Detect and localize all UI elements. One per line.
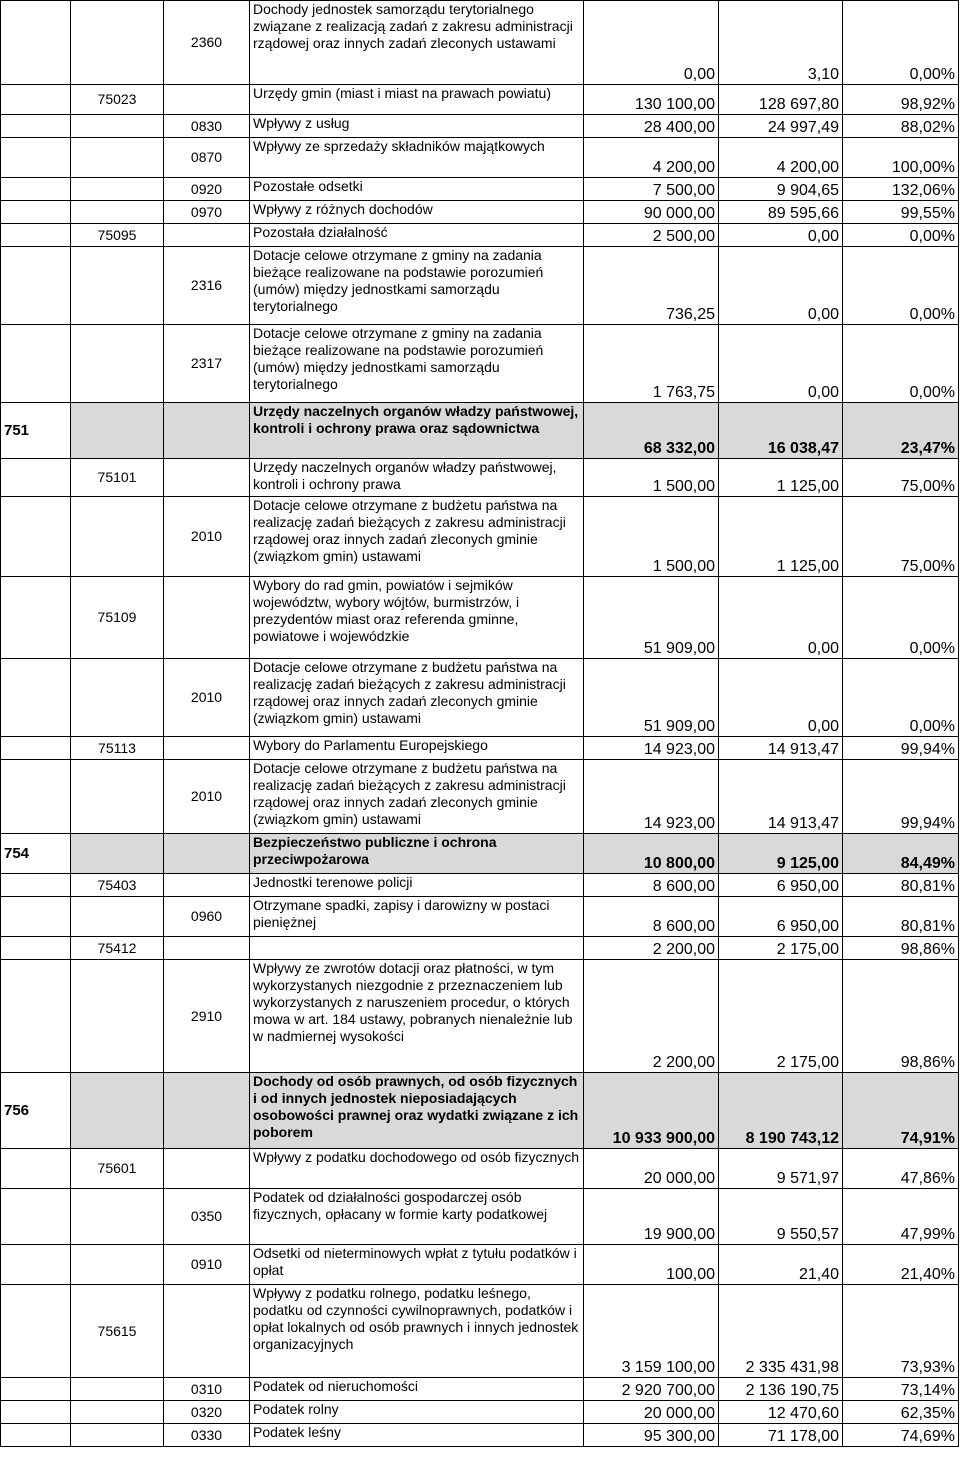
table-row <box>1 497 959 577</box>
paragraph-code: 2010 <box>164 497 250 577</box>
plan-amount: 1 500,00 <box>584 497 719 577</box>
executed-amount: 9 550,57 <box>719 1189 843 1245</box>
paragraph-code <box>164 937 250 960</box>
table-row <box>1 138 959 178</box>
execution-percent: 100,00% <box>843 138 959 178</box>
chapter-code: 75601 <box>71 1149 164 1189</box>
execution-percent: 98,86% <box>843 960 959 1073</box>
executed-amount: 6 950,00 <box>719 897 843 937</box>
chapter-code <box>71 1245 164 1285</box>
execution-percent: 47,99% <box>843 1189 959 1245</box>
table-row <box>1 459 959 497</box>
division-code <box>1 1401 71 1424</box>
division-code <box>1 325 71 403</box>
division-code <box>1 224 71 247</box>
table-row <box>1 1285 959 1378</box>
execution-percent: 21,40% <box>843 1245 959 1285</box>
chapter-code <box>71 1401 164 1424</box>
execution-percent: 62,35% <box>843 1401 959 1424</box>
chapter-code <box>71 760 164 834</box>
item-name: Pozostała działalność <box>250 224 584 247</box>
division-code <box>1 178 71 201</box>
item-name <box>250 937 584 960</box>
division-code: 751 <box>1 403 71 459</box>
execution-percent: 0,00% <box>843 325 959 403</box>
division-code <box>1 659 71 737</box>
table-row <box>1 1 959 85</box>
executed-amount: 14 913,47 <box>719 737 843 760</box>
division-code <box>1 577 71 659</box>
paragraph-code: 0870 <box>164 138 250 178</box>
paragraph-code: 2010 <box>164 760 250 834</box>
plan-amount: 20 000,00 <box>584 1401 719 1424</box>
paragraph-code <box>164 224 250 247</box>
executed-amount: 0,00 <box>719 577 843 659</box>
executed-amount: 16 038,47 <box>719 403 843 459</box>
chapter-code: 75615 <box>71 1285 164 1378</box>
item-name: Bezpieczeństwo publiczne i ochrona przeciwpożarowa <box>250 834 584 874</box>
table-row <box>1 937 959 960</box>
paragraph-code: 2360 <box>164 1 250 85</box>
chapter-code <box>71 178 164 201</box>
executed-amount: 2 175,00 <box>719 960 843 1073</box>
plan-amount: 7 500,00 <box>584 178 719 201</box>
plan-amount: 8 600,00 <box>584 874 719 897</box>
table-row <box>1 1424 959 1447</box>
chapter-code <box>71 1189 164 1245</box>
item-name: Dotacje celowe otrzymane z budżetu państwa na realizację zadań bieżących z zakresu administracji rządowej oraz innych zadań zleconych gminie (związkom gmin) ustawami <box>250 760 584 834</box>
execution-percent: 75,00% <box>843 497 959 577</box>
executed-amount: 71 178,00 <box>719 1424 843 1447</box>
executed-amount: 0,00 <box>719 224 843 247</box>
paragraph-code <box>164 1149 250 1189</box>
chapter-code <box>71 1073 164 1149</box>
execution-percent: 99,94% <box>843 760 959 834</box>
plan-amount: 1 763,75 <box>584 325 719 403</box>
chapter-code <box>71 325 164 403</box>
chapter-code: 75403 <box>71 874 164 897</box>
plan-amount: 28 400,00 <box>584 115 719 138</box>
chapter-code <box>71 247 164 325</box>
executed-amount: 128 697,80 <box>719 85 843 115</box>
table-row <box>1 247 959 325</box>
division-code <box>1 497 71 577</box>
paragraph-code <box>164 459 250 497</box>
chapter-code <box>71 1378 164 1401</box>
paragraph-code: 0320 <box>164 1401 250 1424</box>
execution-percent: 80,81% <box>843 874 959 897</box>
execution-percent: 75,00% <box>843 459 959 497</box>
table-row <box>1 1401 959 1424</box>
item-name: Dotacje celowe otrzymane z gminy na zadania bieżące realizowane na podstawie porozumień (umów) między jednostkami samorządu terytorialnego <box>250 325 584 403</box>
division-code <box>1 115 71 138</box>
chapter-code <box>71 138 164 178</box>
plan-amount: 95 300,00 <box>584 1424 719 1447</box>
execution-percent: 73,14% <box>843 1378 959 1401</box>
plan-amount: 4 200,00 <box>584 138 719 178</box>
division-code <box>1 1378 71 1401</box>
executed-amount: 0,00 <box>719 247 843 325</box>
execution-percent: 80,81% <box>843 897 959 937</box>
plan-amount: 19 900,00 <box>584 1189 719 1245</box>
budget-table-body <box>1 1 959 1447</box>
paragraph-code: 0920 <box>164 178 250 201</box>
paragraph-code <box>164 874 250 897</box>
paragraph-code <box>164 834 250 874</box>
chapter-code <box>71 834 164 874</box>
item-name: Otrzymane spadki, zapisy i darowizny w postaci pieniężnej <box>250 897 584 937</box>
execution-percent: 84,49% <box>843 834 959 874</box>
paragraph-code <box>164 85 250 115</box>
paragraph-code <box>164 737 250 760</box>
chapter-code <box>71 497 164 577</box>
chapter-code: 75412 <box>71 937 164 960</box>
plan-amount: 10 800,00 <box>584 834 719 874</box>
item-name: Wpływy z usług <box>250 115 584 138</box>
paragraph-code: 0330 <box>164 1424 250 1447</box>
table-row <box>1 178 959 201</box>
executed-amount: 12 470,60 <box>719 1401 843 1424</box>
chapter-code <box>71 897 164 937</box>
execution-percent: 0,00% <box>843 224 959 247</box>
chapter-code <box>71 960 164 1073</box>
plan-amount: 68 332,00 <box>584 403 719 459</box>
paragraph-code: 0310 <box>164 1378 250 1401</box>
paragraph-code: 2010 <box>164 659 250 737</box>
paragraph-code: 2316 <box>164 247 250 325</box>
table-row <box>1 201 959 224</box>
execution-percent: 74,69% <box>843 1424 959 1447</box>
table-row <box>1 659 959 737</box>
table-row <box>1 115 959 138</box>
plan-amount: 14 923,00 <box>584 760 719 834</box>
chapter-code: 75101 <box>71 459 164 497</box>
table-row <box>1 1149 959 1189</box>
executed-amount: 4 200,00 <box>719 138 843 178</box>
executed-amount: 9 571,97 <box>719 1149 843 1189</box>
table-row <box>1 897 959 937</box>
division-code <box>1 897 71 937</box>
item-name: Dotacje celowe otrzymane z budżetu państwa na realizację zadań bieżących z zakresu administracji rządowej oraz innych zadań zleconych gminie (związkom gmin) ustawami <box>250 497 584 577</box>
item-name: Wpływy z podatku rolnego, podatku leśnego, podatku od czynności cywilnoprawnych, podatków i opłat lokalnych od osób prawnych i innych jednostek organizacyjnych <box>250 1285 584 1378</box>
executed-amount: 1 125,00 <box>719 497 843 577</box>
item-name: Dochody od osób prawnych, od osób fizycznych i od innych jednostek nieposiadających osobowości prawnej oraz wydatki związane z ich poborem <box>250 1073 584 1149</box>
paragraph-code: 0960 <box>164 897 250 937</box>
chapter-code <box>71 201 164 224</box>
item-name: Pozostałe odsetki <box>250 178 584 201</box>
table-row <box>1 760 959 834</box>
division-code <box>1 1424 71 1447</box>
item-name: Dochody jednostek samorządu terytorialnego związane z realizacją zadań z zakresu administracji rządowej oraz innych zadań zleconych ustawami <box>250 1 584 85</box>
execution-percent: 0,00% <box>843 247 959 325</box>
division-code: 756 <box>1 1073 71 1149</box>
chapter-code <box>71 1424 164 1447</box>
plan-amount: 8 600,00 <box>584 897 719 937</box>
division-code <box>1 937 71 960</box>
paragraph-code <box>164 1073 250 1149</box>
executed-amount: 14 913,47 <box>719 760 843 834</box>
plan-amount: 20 000,00 <box>584 1149 719 1189</box>
execution-percent: 98,86% <box>843 937 959 960</box>
chapter-code <box>71 1 164 85</box>
executed-amount: 21,40 <box>719 1245 843 1285</box>
chapter-code: 75113 <box>71 737 164 760</box>
executed-amount: 2 175,00 <box>719 937 843 960</box>
paragraph-code: 0970 <box>164 201 250 224</box>
plan-amount: 2 920 700,00 <box>584 1378 719 1401</box>
item-name: Wpływy ze zwrotów dotacji oraz płatności, w tym wykorzystanych niezgodnie z przeznaczeniem lub wykorzystanych z naruszeniem procedur, o których mowa w art. 184 ustawy, pobranych nienależnie lub w nadmiernej wysokości <box>250 960 584 1073</box>
execution-percent: 74,91% <box>843 1073 959 1149</box>
table-row <box>1 577 959 659</box>
execution-percent: 99,94% <box>843 737 959 760</box>
executed-amount: 8 190 743,12 <box>719 1073 843 1149</box>
division-code <box>1 247 71 325</box>
chapter-code: 75109 <box>71 577 164 659</box>
item-name: Odsetki od nieterminowych wpłat z tytułu podatków i opłat <box>250 1245 584 1285</box>
item-name: Wybory do Parlamentu Europejskiego <box>250 737 584 760</box>
item-name: Podatek od nieruchomości <box>250 1378 584 1401</box>
plan-amount: 2 200,00 <box>584 937 719 960</box>
item-name: Dotacje celowe otrzymane z budżetu państwa na realizację zadań bieżących z zakresu administracji rządowej oraz innych zadań zleconych gminie (związkom gmin) ustawami <box>250 659 584 737</box>
plan-amount: 0,00 <box>584 1 719 85</box>
item-name: Urzędy gmin (miast i miast na prawach powiatu) <box>250 85 584 115</box>
division-code <box>1 760 71 834</box>
item-name: Wpływy z różnych dochodów <box>250 201 584 224</box>
division-code <box>1 138 71 178</box>
paragraph-code: 2910 <box>164 960 250 1073</box>
table-row <box>1 1189 959 1245</box>
plan-amount: 736,25 <box>584 247 719 325</box>
chapter-code: 75023 <box>71 85 164 115</box>
plan-amount: 51 909,00 <box>584 577 719 659</box>
executed-amount: 6 950,00 <box>719 874 843 897</box>
paragraph-code: 2317 <box>164 325 250 403</box>
execution-percent: 98,92% <box>843 85 959 115</box>
chapter-code: 75095 <box>71 224 164 247</box>
execution-percent: 0,00% <box>843 1 959 85</box>
item-name: Wybory do rad gmin, powiatów i sejmików województw, wybory wójtów, burmistrzów, i prezydentów miast oraz referenda gminne, powiatowe i wojewódzkie <box>250 577 584 659</box>
plan-amount: 90 000,00 <box>584 201 719 224</box>
item-name: Urzędy naczelnych organów władzy państwowej, kontroli i ochrony prawa oraz sądownictwa <box>250 403 584 459</box>
executed-amount: 9 904,65 <box>719 178 843 201</box>
item-name: Dotacje celowe otrzymane z gminy na zadania bieżące realizowane na podstawie porozumień (umów) między jednostkami samorządu terytorialnego <box>250 247 584 325</box>
execution-percent: 99,55% <box>843 201 959 224</box>
plan-amount: 10 933 900,00 <box>584 1073 719 1149</box>
division-code <box>1 1149 71 1189</box>
plan-amount: 14 923,00 <box>584 737 719 760</box>
executed-amount: 3,10 <box>719 1 843 85</box>
table-row <box>1 325 959 403</box>
executed-amount: 9 125,00 <box>719 834 843 874</box>
executed-amount: 0,00 <box>719 325 843 403</box>
table-row <box>1 874 959 897</box>
plan-amount: 2 200,00 <box>584 960 719 1073</box>
paragraph-code: 0830 <box>164 115 250 138</box>
division-code <box>1 85 71 115</box>
executed-amount: 1 125,00 <box>719 459 843 497</box>
table-row <box>1 85 959 115</box>
execution-percent: 0,00% <box>843 577 959 659</box>
table-row <box>1 960 959 1073</box>
executed-amount: 2 335 431,98 <box>719 1285 843 1378</box>
item-name: Jednostki terenowe policji <box>250 874 584 897</box>
plan-amount: 100,00 <box>584 1245 719 1285</box>
division-code <box>1 1245 71 1285</box>
chapter-code <box>71 403 164 459</box>
chapter-code <box>71 115 164 138</box>
division-code <box>1 201 71 224</box>
plan-amount: 51 909,00 <box>584 659 719 737</box>
item-name: Podatek od działalności gospodarczej osób fizycznych, opłacany w formie karty podatkowej <box>250 1189 584 1245</box>
table-row <box>1 403 959 459</box>
executed-amount: 24 997,49 <box>719 115 843 138</box>
item-name: Podatek leśny <box>250 1424 584 1447</box>
execution-percent: 47,86% <box>843 1149 959 1189</box>
executed-amount: 2 136 190,75 <box>719 1378 843 1401</box>
item-name: Wpływy z podatku dochodowego od osób fizycznych <box>250 1149 584 1189</box>
division-code <box>1 874 71 897</box>
table-row <box>1 1378 959 1401</box>
plan-amount: 3 159 100,00 <box>584 1285 719 1378</box>
paragraph-code: 0350 <box>164 1189 250 1245</box>
paragraph-code: 0910 <box>164 1245 250 1285</box>
item-name: Urzędy naczelnych organów władzy państwowej, kontroli i ochrony prawa <box>250 459 584 497</box>
execution-percent: 23,47% <box>843 403 959 459</box>
division-code <box>1 459 71 497</box>
executed-amount: 0,00 <box>719 659 843 737</box>
paragraph-code <box>164 577 250 659</box>
execution-percent: 88,02% <box>843 115 959 138</box>
table-row <box>1 1245 959 1285</box>
item-name: Podatek rolny <box>250 1401 584 1424</box>
paragraph-code <box>164 403 250 459</box>
division-code <box>1 737 71 760</box>
execution-percent: 0,00% <box>843 659 959 737</box>
table-row <box>1 737 959 760</box>
chapter-code <box>71 659 164 737</box>
division-code <box>1 1 71 85</box>
division-code: 754 <box>1 834 71 874</box>
table-row <box>1 1073 959 1149</box>
executed-amount: 89 595,66 <box>719 201 843 224</box>
division-code <box>1 1285 71 1378</box>
division-code <box>1 960 71 1073</box>
plan-amount: 1 500,00 <box>584 459 719 497</box>
execution-percent: 132,06% <box>843 178 959 201</box>
item-name: Wpływy ze sprzedaży składników majątkowych <box>250 138 584 178</box>
plan-amount: 2 500,00 <box>584 224 719 247</box>
division-code <box>1 1189 71 1245</box>
execution-percent: 73,93% <box>843 1285 959 1378</box>
table-row <box>1 834 959 874</box>
table-row <box>1 224 959 247</box>
paragraph-code <box>164 1285 250 1378</box>
plan-amount: 130 100,00 <box>584 85 719 115</box>
